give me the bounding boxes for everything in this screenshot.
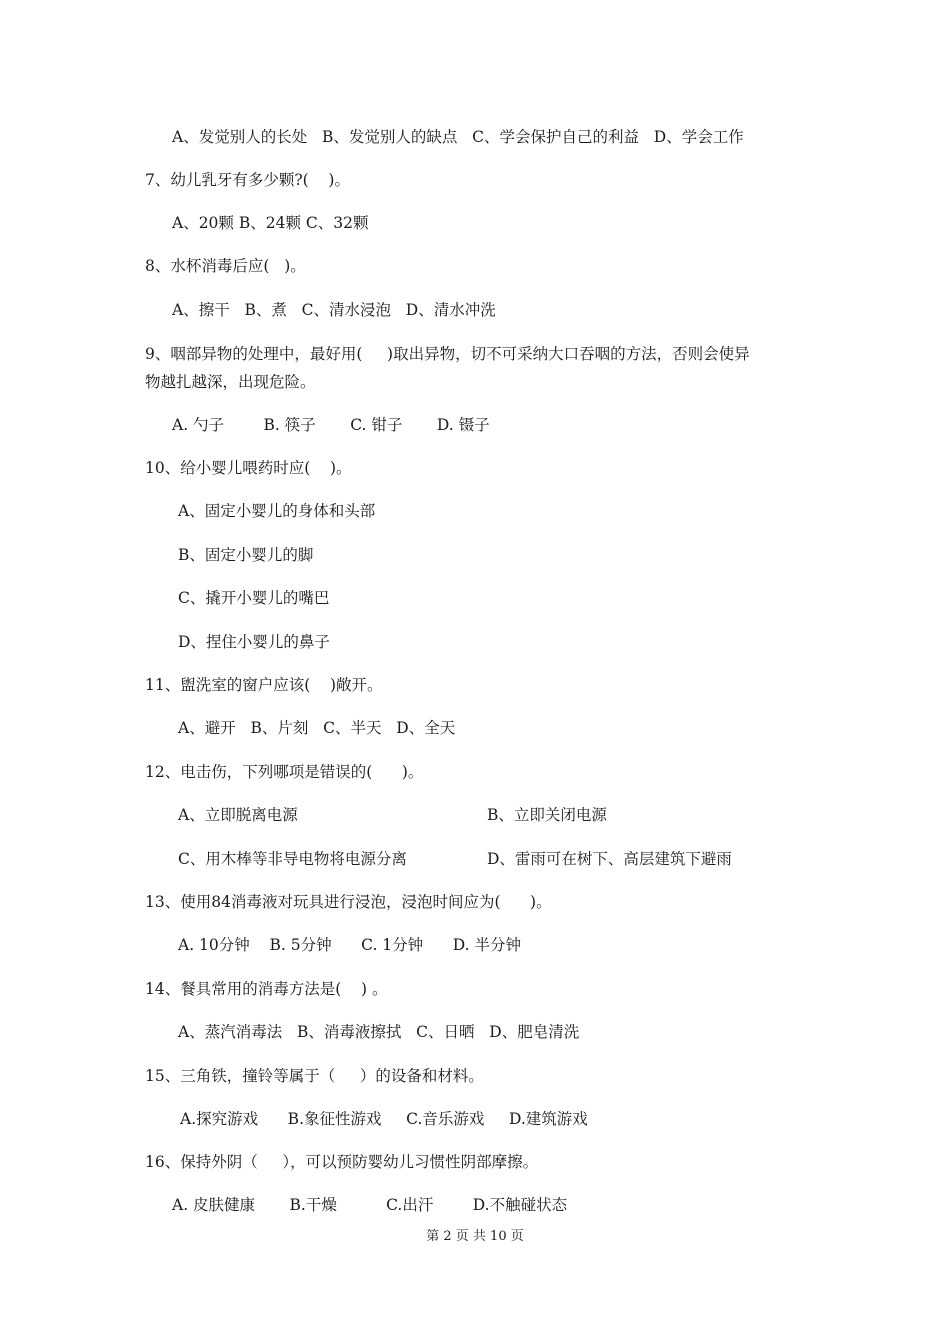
- q8-options: A、擦干 B、煮 C、清水浸泡 D、清水冲洗: [172, 301, 496, 319]
- q9-question-cont: 物越扎越深，出现危险。: [145, 373, 316, 391]
- q12-option-d: D、雷雨可在树下、高层建筑下避雨: [487, 850, 732, 868]
- q10-option-c: C、撬开小婴儿的嘴巴: [178, 589, 330, 607]
- q10-option-d: D、捏住小婴儿的鼻子: [178, 633, 330, 651]
- q10-option-b: B、固定小婴儿的脚: [178, 546, 314, 564]
- q14-options: A、蒸汽消毒法 B、消毒液擦拭 C、日晒 D、肥皂清洗: [178, 1023, 580, 1041]
- q16-options: A. 皮肤健康 B.干燥 C.出汗 D.不触碰状态: [172, 1196, 568, 1214]
- q6-options: A、发觉别人的长处 B、发觉别人的缺点 C、学会保护自己的利益 D、学会工作: [172, 128, 744, 146]
- q14-question: 14、餐具常用的消毒方法是( ) 。: [145, 980, 388, 998]
- q10-option-a: A、固定小婴儿的身体和头部: [178, 502, 376, 520]
- q15-question: 15、三角铁，撞铃等属于（ ）的设备和材料。: [145, 1067, 484, 1085]
- q15-options: A.探究游戏 B.象征性游戏 C.音乐游戏 D.建筑游戏: [180, 1110, 588, 1128]
- q13-options: A. 10分钟 B. 5分钟 C. 1分钟 D. 半分钟: [178, 936, 521, 954]
- q12-option-c: C、用木棒等非导电物将电源分离: [178, 850, 407, 868]
- q8-question: 8、水杯消毒后应( )。: [145, 257, 306, 275]
- q16-question: 16、保持外阴（ ），可以预防婴幼儿习惯性阴部摩擦。: [145, 1153, 539, 1171]
- q13-question: 13、使用84消毒液对玩具进行浸泡，浸泡时间应为( )。: [145, 893, 552, 911]
- q10-question: 10、给小婴儿喂药时应( )。: [145, 459, 352, 477]
- q9-question: 9、咽部异物的处理中，最好用( )取出异物，切不可采纳大口吞咽的方法，否则会使异: [145, 345, 750, 363]
- q7-question: 7、幼儿乳牙有多少颗?( )。: [145, 171, 350, 189]
- q7-options: A、20颗 B、24颗 C、32颗: [172, 214, 369, 232]
- q11-question: 11、盥洗室的窗户应该( )敞开。: [145, 676, 383, 694]
- q9-options: A. 勺子 B. 筷子 C. 钳子 D. 镊子: [172, 416, 490, 434]
- page-footer: 第 2 页 共 10 页: [426, 1229, 524, 1244]
- q12-option-b: B、立即关闭电源: [487, 806, 607, 824]
- q12-option-a: A、立即脱离电源: [178, 806, 298, 824]
- q12-question: 12、电击伤，下列哪项是错误的( )。: [145, 763, 424, 781]
- q11-options: A、避开 B、片刻 C、半天 D、全天: [178, 719, 456, 737]
